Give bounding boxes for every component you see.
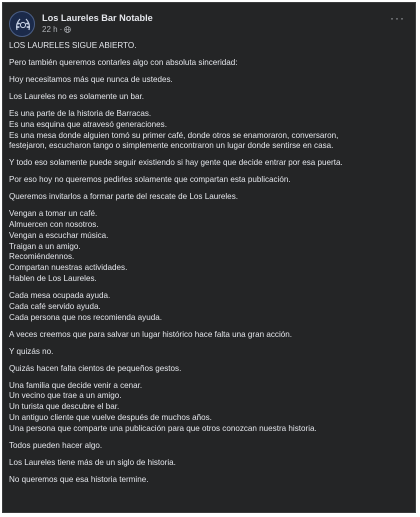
post-paragraph [9,209,405,285]
post-text-line: Cada persona que nos recomienda ayuda. [9,312,162,322]
post-text-line: Queremos invitarlos a formar parte del rescate de Los Laureles. [9,192,238,202]
post-paragraph [9,158,405,169]
post-text-line: Compartan nuestras actividades. [9,263,128,273]
post-paragraph [9,458,405,469]
post-paragraph [9,92,405,103]
post-paragraph [9,58,405,69]
page-name[interactable]: Los Laureles Bar Notable [42,13,153,23]
post-text-line: Un vecino que trae a un amigo. [9,391,122,401]
post-paragraph [9,175,405,186]
post-text-line: Los Laureles no es solamente un bar. [9,91,144,101]
post-text-line: Un turista que descubre el bar. [9,402,120,412]
post-paragraph [9,41,405,52]
post-text-line: Hablen de Los Laureles. [9,274,97,284]
post-time[interactable]: 22 h [42,25,58,34]
post-paragraph [9,381,405,435]
post-text-line: Los Laureles tiene más de un siglo de historia. [9,457,176,467]
post-paragraph [9,475,405,486]
post-text-line: LOS LAURELES SIGUE ABIERTO. [9,41,137,50]
post-text-line: Traigan a un amigo. [9,241,81,251]
post-text-line: Por eso hoy no queremos pedirles solamente que compartan esta publicación. [9,175,291,185]
post-text-line: A veces creemos que para salvar un lugar histórico hace falta una gran acción. [9,329,292,339]
post-text-line: Quizás hacen falta cientos de pequeños gestos. [9,363,182,373]
post-text-line: Es una mesa donde alguien tomó su primer café, donde otros se enamoraron, conversaron, [9,130,339,140]
post-paragraph [9,330,405,341]
post-paragraph [9,441,405,452]
post-paragraph [9,75,405,86]
post-text-line: Vengan a escuchar música. [9,230,109,240]
facebook-post [2,2,416,513]
post-text-line: Recomiéndennos. [9,252,75,262]
post-paragraph [9,192,405,203]
post-text-line: Almuercen con nosotros. [9,220,99,230]
post-paragraph [9,347,405,358]
post-text-line: Y todo eso solamente puede seguir existiendo si hay gente que decide entrar por esa puerta. [9,158,343,168]
post-text-line: No queremos que esa historia termine. [9,474,149,484]
post-paragraph [9,291,405,323]
post-text-line: Una persona que comparte una publicación para que otros conozcan nuestra historia. [9,423,317,433]
post-text-line: Vengan a tomar un café. [9,209,98,219]
post-text-line: Cada mesa ocupada ayuda. [9,291,111,301]
post-text-line: Es una parte de la historia de Barracas. [9,108,152,118]
post-header [9,9,405,39]
laurel-logo-icon [10,12,35,37]
post-text-line: Es una esquina que atravesó generaciones. [9,119,167,129]
post-text-line: Una familia que decide venir a cenar. [9,380,143,390]
post-text-line: Y quizás no. [9,346,54,356]
post-text-line: Pero también queremos contarles algo con absoluta sinceridad: [9,57,238,67]
post-text-line: Un antiguo cliente que vuelve después de muchos años. [9,412,212,422]
post-text [9,41,405,492]
post-text-line: festejaron, escucharon tango o simplemente encontraron un lugar donde sentirse en casa. [9,141,334,151]
meta-separator: · [59,25,63,34]
post-text-line: Cada café servido ayuda. [9,301,101,311]
more-options-icon[interactable]: ··· [390,11,405,25]
post-paragraph [9,364,405,375]
post-text-line: Todos pueden hacer algo. [9,440,103,450]
page-avatar[interactable] [9,11,35,37]
post-meta [42,25,71,34]
post-paragraph [9,109,405,152]
globe-icon[interactable] [64,26,71,33]
post-text-line: Hoy necesitamos más que nunca de ustedes. [9,74,173,84]
